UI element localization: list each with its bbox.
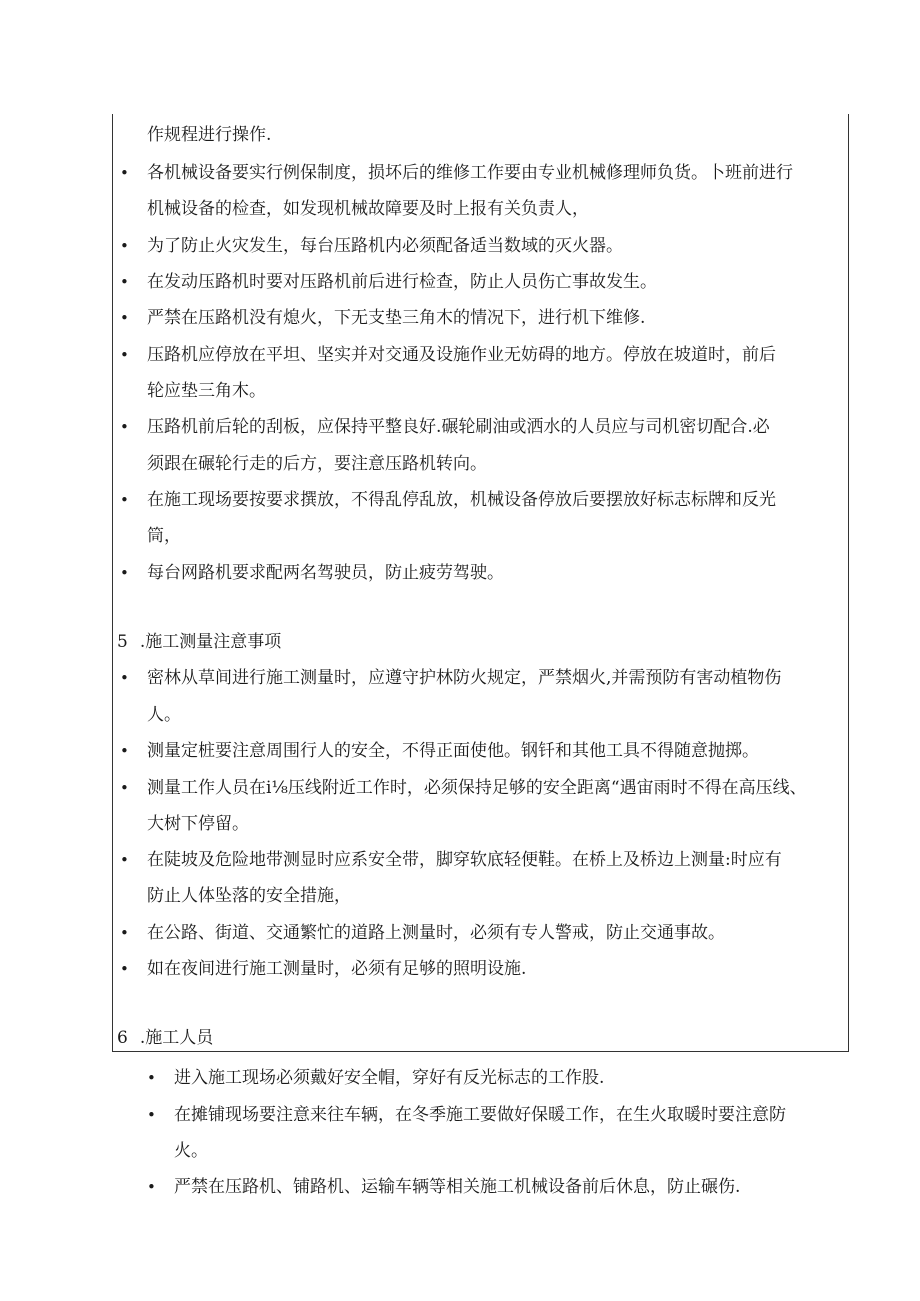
bullet-icon: • [120,418,129,436]
bullet-icon: • [120,491,129,509]
list-item-continuation: 轮应垫三角木。 [147,381,266,401]
list-item: 严禁在压路机、铺路机、运输车辆等相关施工机械设备前后休息，防止碾伤. [174,1177,741,1197]
bullet-icon: • [120,742,129,760]
list-item: 测量工作人员在i⅛压线附近工作时，必须保持足够的安全距离“遇宙雨时不得在高压线、 [147,778,807,798]
list-item: 在陡坡及危险地带测显时应系安全带，脚穿软底轻便鞋。在桥上及桥边上测量:时应有 [147,850,782,870]
list-item: 在施工现场要按要求撰放，不得乱停乱放，机械设备停放后要摆放好标志标牌和反光 [147,490,776,510]
bullet-icon: • [120,237,129,255]
section-number: 5 [117,632,128,652]
list-item-continuation: 大树下停留。 [147,814,249,834]
list-item: 在发动压路机时要对压路机前后进行检查，防止人员伤亡事故发生。 [147,272,657,292]
list-item-continuation: 火。 [174,1141,208,1161]
list-item-continuation: 防止人体坠落的安全措施， [147,886,351,906]
bullet-icon: • [120,273,129,291]
bullet-icon: • [120,851,129,869]
bullet-icon: • [147,1178,156,1196]
bullet-icon: • [120,309,129,327]
list-item: 进入施工现场必须戴好安全帽，穿好有反光标志的工作股. [174,1068,605,1088]
list-item: 压路机应停放在平坦、坚实并对交通及设施作业无妨碍的地方。停放在坡道时，前后 [147,345,776,365]
section-title: .施工测量注意事项 [139,632,282,652]
bullet-icon: • [120,924,129,942]
list-item: 测量定桩要注意周围行人的安全，不得正面使他。钢钎和其他工具不得随意抛掷。 [147,741,759,761]
list-item: 严禁在压路机没有熄火，下无支垫三角木的情况下，进行机下维修. [147,308,646,328]
bullet-icon: • [120,960,129,978]
list-item: 每台网路机要求配两名驾驶员，防止疲劳驾驶。 [147,563,504,583]
list-item: 为了防止火灾发生，每台压路机内必须配备适当数域的灭火器。 [147,236,623,256]
bullet-icon: • [120,669,129,687]
bullet-icon: • [120,346,129,364]
section-5-heading [117,630,281,654]
section-number: 6 [117,1028,128,1048]
list-item: 密林从草间进行施工测量时，应遵守护林防火规定，严禁烟火,并需预防有害动植物伤 [147,668,782,688]
continuation-text: 作规程进行操作. [147,125,272,145]
list-item: 如在夜间进行施工测量时，必须有足够的照明设施. [147,959,527,979]
list-item: 在公路、街道、交通繁忙的道路上测量时，必须有专人警戒，防止交通事故。 [147,923,725,943]
list-item: 压路机前后轮的刮板，应保持平整良好.碾轮刷油或洒水的人员应与司机密切配合.必 [147,417,770,437]
section-6-heading [117,1026,213,1050]
list-item-continuation: 机械设备的检查，如发现机械故障要及时上报有关负责人， [147,199,589,219]
list-item: 在摊铺现场要注意来往车辆，在冬季施工要做好保暖工作，在生火取暖时要注意防 [174,1105,786,1125]
section-title: .施工人员 [139,1028,214,1048]
list-item-continuation: 须跟在碾轮行走的后方，要注意压路机转向。 [147,454,487,474]
list-item-continuation: 人。 [147,705,181,725]
bullet-icon: • [147,1106,156,1124]
bullet-icon: • [147,1069,156,1087]
bullet-icon: • [120,779,129,797]
bullet-icon: • [120,164,129,182]
bullet-icon: • [120,564,129,582]
list-item: 各机械设备要实行例保制度，损坏后的维修工作要由专业机械修理师负货。卜班前进行 [147,163,793,183]
list-item-continuation: 筒， [147,526,181,546]
